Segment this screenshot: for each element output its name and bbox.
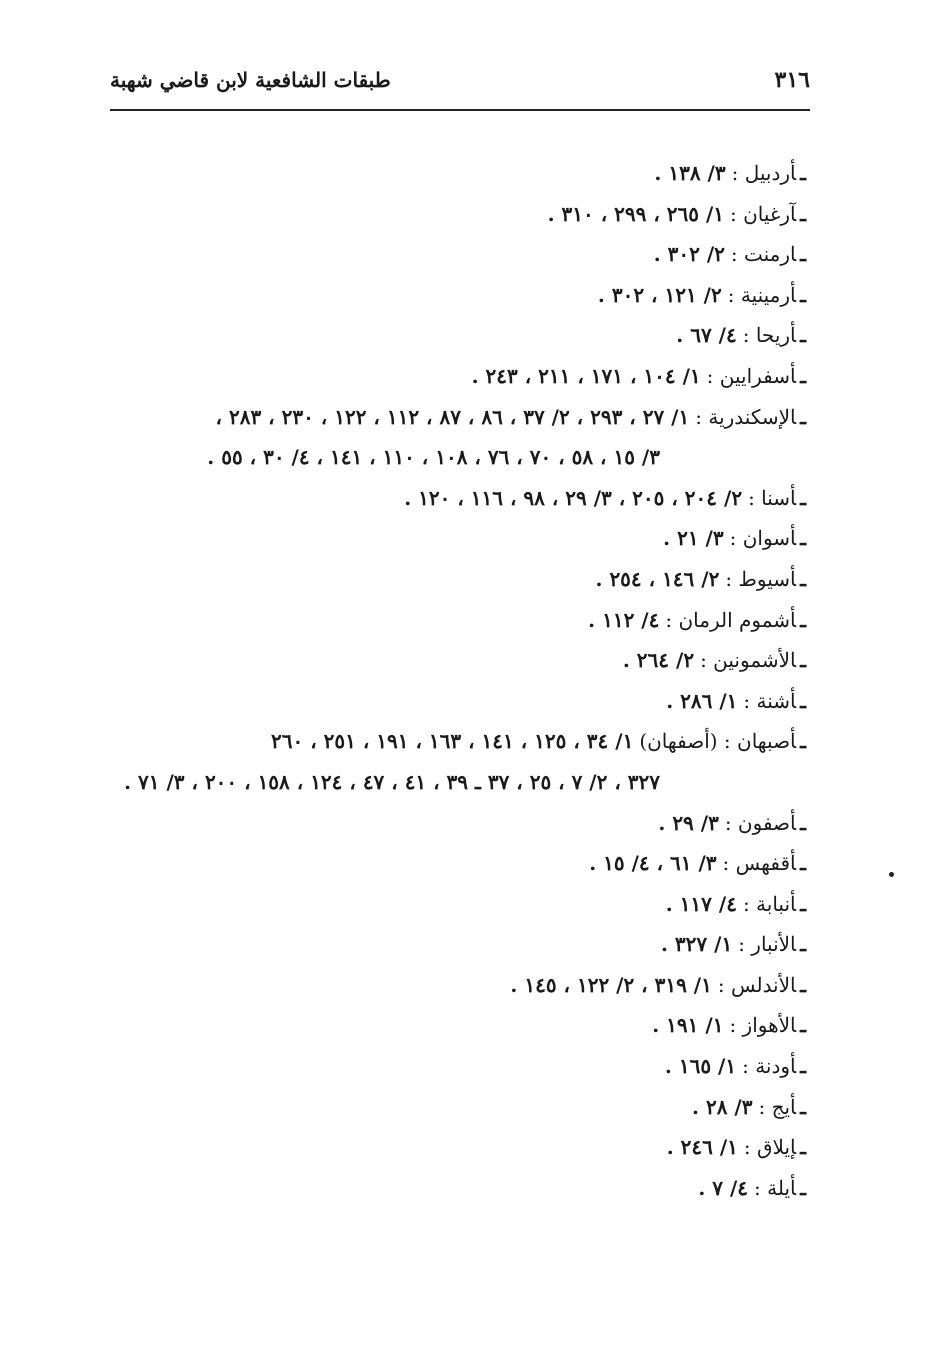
- place-name: أيلة :: [754, 1175, 797, 1200]
- entry-dash: ـ: [800, 1175, 806, 1200]
- entry-dash: ـ: [800, 932, 806, 957]
- place-name: أصفون :: [724, 810, 797, 835]
- page-references: ٢/ ٣٠٢ .: [653, 242, 725, 267]
- place-name: أسفرايين :: [706, 363, 797, 388]
- index-entry: [108, 194, 806, 235]
- entry-dash: ـ: [800, 323, 806, 348]
- entry-dash: ـ: [800, 648, 806, 673]
- entry-dash: ـ: [800, 1013, 806, 1038]
- page-references: ٣/ ٦١ ، ٤/ ١٥ .: [589, 851, 717, 876]
- page-references: ٢/ ١٤٦ ، ٢٥٤ .: [595, 566, 720, 591]
- page-references: ٤/ ١١٧ .: [665, 891, 737, 916]
- ink-speck: [889, 872, 894, 877]
- index-entry: [108, 1127, 806, 1168]
- page-references: ١/ ٣٤ ، ١٢٥ ، ١٤١ ، ١٦٣ ، ١٩١ ، ٢٥١ ، ٢٦٠: [271, 729, 634, 754]
- page-references: ٢/ ٢٠٤ ، ٢٠٥ ، ٣/ ٢٩ ، ٩٨ ، ١١٦ ، ١٢٠ .: [404, 485, 743, 510]
- index-entry: [108, 275, 806, 316]
- entry-dash: ـ: [800, 201, 806, 226]
- index-entry: [108, 559, 806, 600]
- entry-dash: ـ: [800, 1135, 806, 1160]
- page-references-continued: ٣/ ١٥ ، ٥٨ ، ٧٠ ، ٧٦ ، ١٠٨ ، ١١٠ ، ١٤١ ، ٤/ ٣٠ ، ٥٥ .: [207, 445, 660, 470]
- entry-dash: ـ: [800, 1054, 806, 1079]
- page-references: ٢/ ١٢١ ، ٣٠٢ .: [597, 282, 722, 307]
- page-references: ١/ ١٩١ .: [652, 1013, 724, 1038]
- index-entry: [108, 478, 806, 519]
- place-name: أرمينية :: [727, 282, 797, 307]
- index-entry: [108, 1168, 806, 1209]
- place-name: أسوان :: [729, 526, 797, 551]
- page-number: ٣١٦: [774, 67, 810, 93]
- index-entry: [108, 924, 806, 965]
- index-entry: [108, 681, 806, 722]
- page-references: ١/ ٣١٩ ، ٢/ ١٢٢ ، ١٤٥ .: [510, 972, 712, 997]
- entry-dash: ـ: [800, 161, 806, 185]
- entry-dash: ـ: [800, 526, 806, 551]
- page-references-continued: ٣٢٧ ، ٢/ ٧ ، ٢٥ ، ٣٧ ـ ٣٩ ، ٤١ ، ٤٧ ، ١٢٤ ، ١٥٨ ، ٢٠٠ ، ٣/ ٧١ .: [124, 769, 660, 794]
- index-entry: [108, 600, 806, 641]
- place-name: أودنة :: [742, 1054, 797, 1079]
- entry-dash: ـ: [800, 404, 806, 429]
- entry-dash: ـ: [800, 729, 806, 754]
- index-entry: [108, 153, 806, 194]
- place-name: أريحا :: [742, 323, 797, 348]
- page-references: ١/ ٢٨٦ .: [666, 688, 738, 713]
- index-entry: [108, 397, 806, 478]
- entry-dash: ـ: [800, 688, 806, 713]
- place-name: أنبابة :: [742, 891, 797, 916]
- entry-dash: ـ: [800, 242, 806, 267]
- index-entry: [108, 803, 806, 844]
- index-entry: [108, 1046, 806, 1087]
- running-head: [110, 58, 810, 102]
- entry-dash: ـ: [800, 485, 806, 510]
- page-references: ١/ ٣٢٧ .: [660, 932, 733, 957]
- place-name: الأنبار :: [738, 932, 797, 957]
- index-entry: [108, 356, 806, 397]
- place-name: إيلاق :: [743, 1135, 797, 1160]
- page-references: ٣/ ٢٩ .: [658, 810, 719, 835]
- header-rule: [110, 109, 810, 111]
- page-references: ٢/ ٢٦٤ .: [622, 648, 695, 673]
- index-entry: [108, 518, 806, 559]
- entry-dash: ـ: [800, 607, 806, 632]
- page-references: ٤/ ٧ .: [698, 1175, 749, 1200]
- page-references: ١/ ٢٤٦ .: [666, 1135, 738, 1160]
- place-name: الأشمونين :: [700, 648, 797, 673]
- page-references: ٣/ ٢١ .: [663, 526, 724, 551]
- index-entry: [108, 1087, 806, 1128]
- page-references: ١/ ١٦٥ .: [664, 1054, 737, 1079]
- place-name: الإسكندرية :: [695, 404, 797, 429]
- index-entry: [108, 843, 806, 884]
- place-name: أسيوط :: [725, 566, 797, 591]
- index-entry: [108, 965, 806, 1006]
- book-title: طبقات الشافعية لابن قاضي شهبة: [110, 68, 391, 92]
- entry-dash: ـ: [800, 282, 806, 307]
- place-name: آرغيان :: [730, 201, 797, 226]
- index-entry: [108, 1005, 806, 1046]
- index-entry: [108, 884, 806, 925]
- index-entry: [108, 640, 806, 681]
- page-references: ٤/ ١١٢ .: [588, 607, 660, 632]
- entry-dash: ـ: [800, 363, 806, 388]
- entry-dash: ـ: [800, 891, 806, 916]
- page-references: ٣/ ٢٨ .: [692, 1094, 753, 1119]
- page-references: ٣/ ١٣٨ .: [654, 161, 726, 185]
- place-index-list: [108, 153, 806, 1208]
- entry-dash: ـ: [800, 1094, 806, 1119]
- index-entry: [108, 721, 806, 802]
- index-entry: [108, 315, 806, 356]
- place-name: أقفهس :: [722, 851, 797, 876]
- page-references: ١/ ٢٦٥ ، ٢٩٩ ، ٣١٠ .: [547, 201, 725, 226]
- place-name: الأهواز :: [729, 1013, 797, 1038]
- place-name: الأندلس :: [717, 972, 797, 997]
- place-name: أيج :: [758, 1094, 797, 1119]
- page-references: ١/ ١٠٤ ، ١٧١ ، ٢١١ ، ٢٤٣ .: [471, 363, 701, 388]
- index-entry: [108, 234, 806, 275]
- page-references: ١/ ٢٧ ، ٢٩٣ ، ٢/ ٣٧ ، ٨٦ ، ٨٧ ، ١١٢ ، ١٢٢ ، ٢٣٠ ، ٢٨٣ ،: [215, 404, 690, 429]
- page-references: ٤/ ٦٧ .: [676, 323, 737, 348]
- place-name: أسنا :: [748, 485, 797, 510]
- place-name: أشنة :: [743, 688, 797, 713]
- place-name: أردبيل :: [731, 161, 797, 185]
- place-name: أشموم الرمان :: [665, 607, 797, 632]
- place-name: ارمنت :: [730, 242, 797, 267]
- entry-dash: ـ: [800, 851, 806, 876]
- entry-dash: ـ: [800, 972, 806, 997]
- place-name: أصبهان : (أصفهان): [639, 729, 797, 754]
- entry-dash: ـ: [800, 566, 806, 591]
- entry-dash: ـ: [800, 810, 806, 835]
